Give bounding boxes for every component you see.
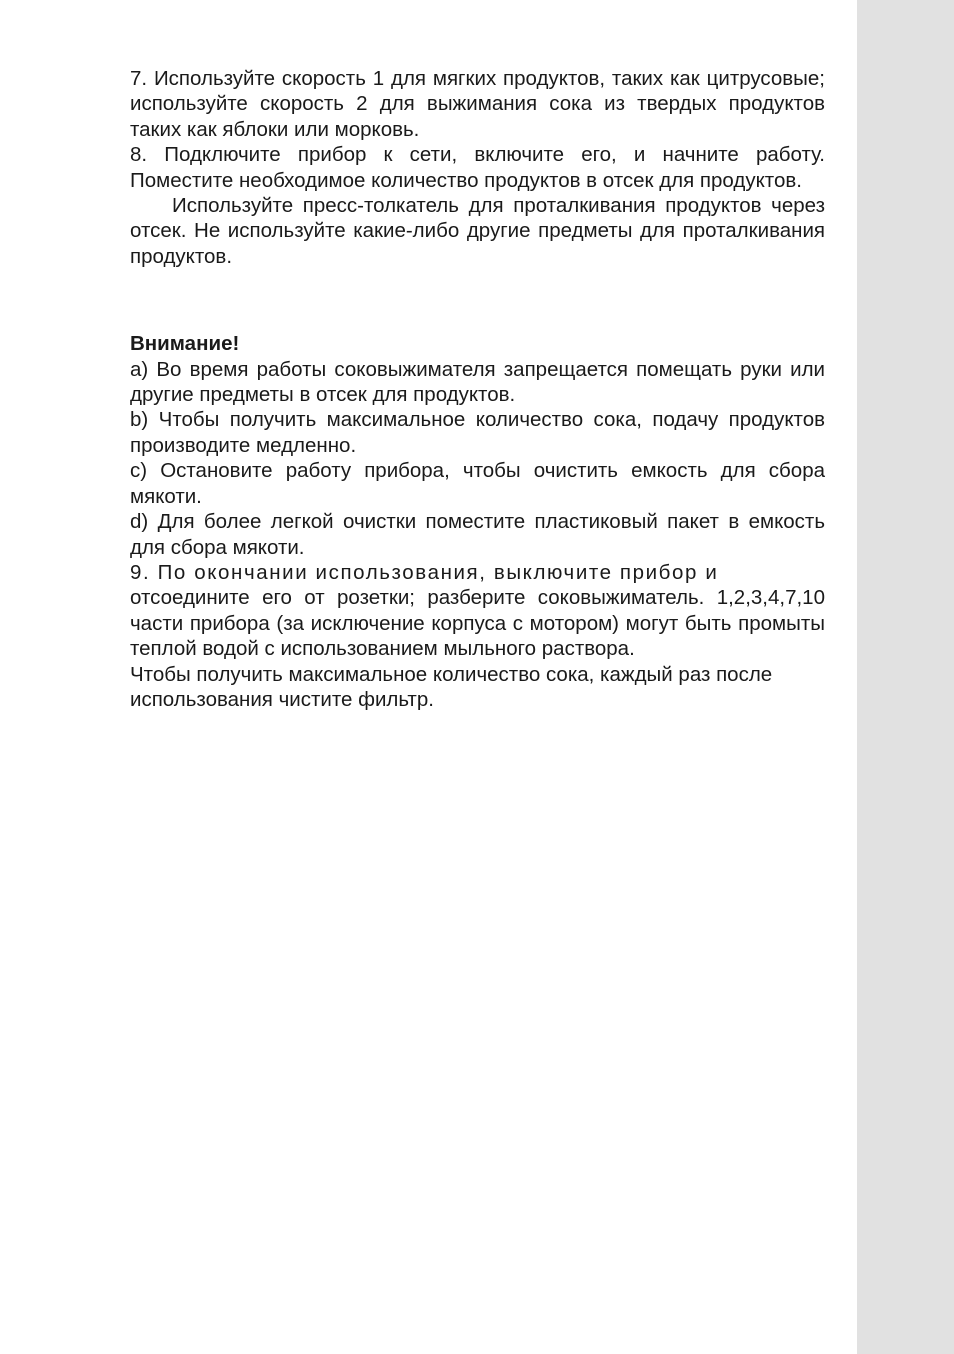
step-9-first-line: 9. По окончании использования, выключите прибор и [130, 560, 719, 584]
section-spacer [130, 269, 825, 331]
step-8-paragraph: 8. Подключите прибор к сети, включите его, и начните работу. Поместите необходимое количество продуктов в отсек для продуктов. [130, 143, 825, 192]
step-9-paragraph: отсоедините его от розетки; разберите соковыжиматель. 1,2,3,4,7,10 части прибора (за исключение корпуса с мотором) могут быть промыты теплой водой с использованием мыльного раствора. [130, 586, 825, 661]
warning-heading: Внимание! [130, 332, 240, 356]
pusher-note-paragraph: Используйте пресс-толкатель для проталкивания продуктов через отсек. Не используйте какие-либо другие предметы для проталкивания продуктов. [130, 194, 825, 268]
warning-item-a: а) Во время работы соковыжимателя запрещается помещать руки или другие предметы в отсек для продуктов. [130, 357, 825, 407]
warning-item-d: d) Для более легкой очистки поместите пластиковый пакет в емкость для сбора мякоти. [130, 510, 825, 559]
warning-item-c: c) Остановите работу прибора, чтобы очистить емкость для сбора мякоти. [130, 459, 825, 508]
side-margin-strip [857, 0, 954, 1354]
warning-item-b: b) Чтобы получить максимальное количество сока, подачу продуктов производите медленно. [130, 408, 825, 457]
page-content [130, 66, 825, 712]
filter-note-paragraph: Чтобы получить максимальное количество сока, каждый раз после использования чистите фильтр. [130, 662, 773, 711]
step-7-paragraph: 7. Используйте скорость 1 для мягких продуктов, таких как цитрусовые; используйте скорость 2 для выжимания сока из твердых продуктов таких как яблоки или морковь. [130, 67, 825, 141]
